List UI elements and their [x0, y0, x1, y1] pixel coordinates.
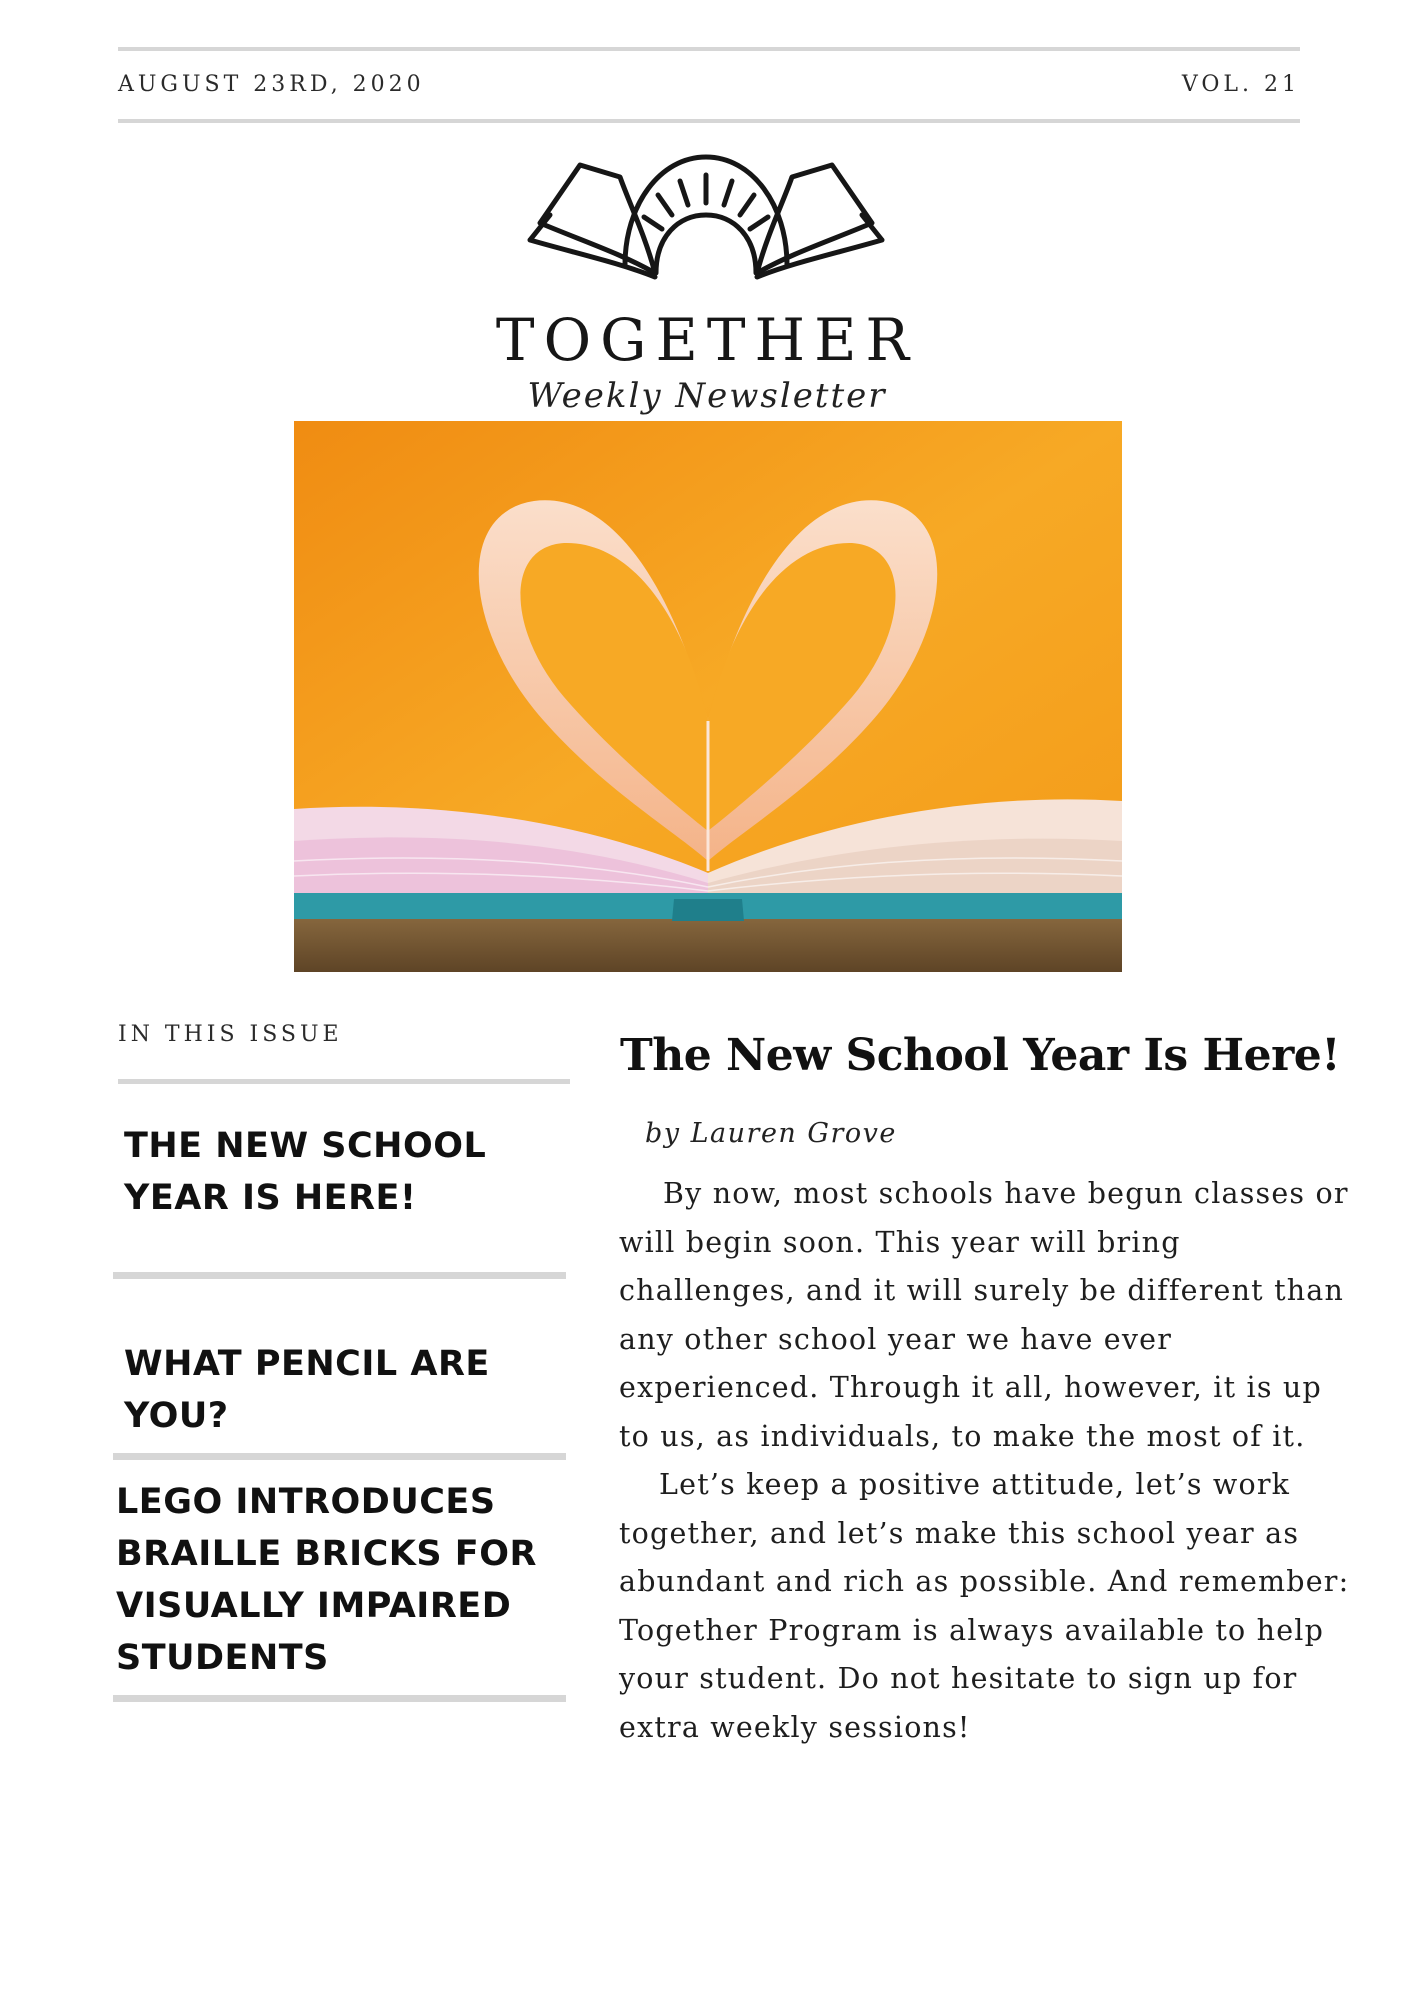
article-paragraph: By now, most schools have begun classes or will begin soon. This year will bring challenges, and it will surely be different than any other school year we have ever experienced. Through it all, however, it is up to us, as individuals, to make the most of it. — [619, 1177, 1349, 1453]
article-title: The New School Year Is Here! — [620, 1030, 1341, 1081]
book-sun-logo-icon — [520, 145, 892, 285]
top-rule — [118, 47, 1300, 51]
heart-book-photo-icon — [294, 421, 1122, 972]
masthead-title: TOGETHER — [495, 306, 919, 374]
toc-divider — [113, 1272, 566, 1279]
toc-divider — [113, 1453, 566, 1460]
article-byline: by Lauren Grove — [645, 1118, 897, 1149]
masthead-subtitle: Weekly Newsletter — [527, 376, 887, 416]
toc-divider — [113, 1695, 566, 1702]
header-bottom-rule — [118, 119, 1300, 123]
toc-heading: IN THIS ISSUE — [118, 1022, 343, 1047]
issue-date: AUGUST 23RD, 2020 — [118, 72, 425, 97]
article-paragraph: Let’s keep a positive attitude, let’s work together, and let’s make this school year as abundant and rich as possible. And remember: Together Program is always available to help your student. Do not hesitate to sign up for extra weekly sessions! — [619, 1468, 1350, 1744]
toc-item-new-school-year[interactable]: THE NEW SCHOOL YEAR IS HERE! — [124, 1126, 487, 1218]
issue-volume: VOL. 21 — [1181, 72, 1300, 97]
toc-divider — [118, 1079, 570, 1084]
toc-item-lego-braille[interactable]: LEGO INTRODUCES BRAILLE BRICKS FOR VISUALLY IMPAIRED STUDENTS — [116, 1482, 537, 1678]
toc-item-what-pencil[interactable]: WHAT PENCIL ARE YOU? — [124, 1344, 490, 1436]
article-body — [619, 1170, 1359, 1752]
